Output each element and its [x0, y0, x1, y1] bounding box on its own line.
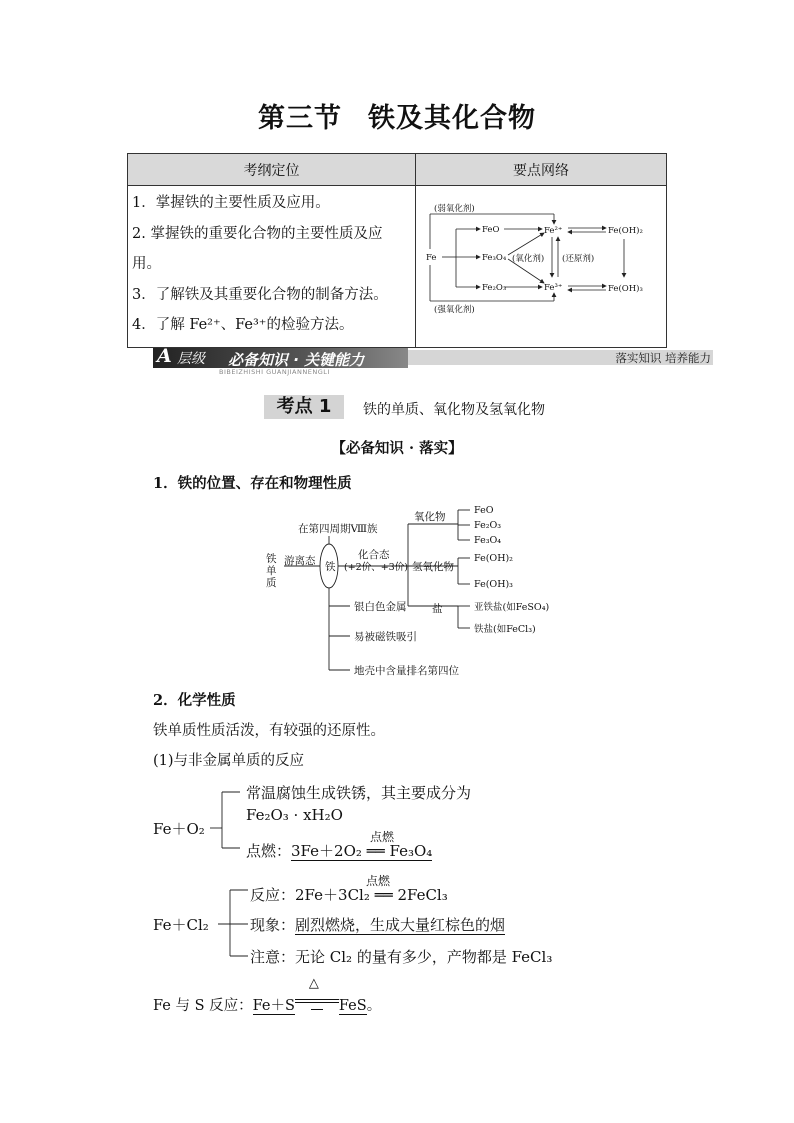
- fe2o3-node: Fe₂O₃: [482, 283, 507, 294]
- kaodian-title: 铁的单质、氧化物及氢氧化物: [363, 402, 545, 418]
- cl2-row2: [250, 914, 505, 935]
- magnet-label: 易被磁铁吸引: [354, 631, 417, 643]
- hydroxide-feoh3: Fe(OH)₃: [474, 579, 513, 590]
- s-reaction: [153, 976, 382, 1015]
- goal-item: 3．了解铁及其重要化合物的制备方法。: [132, 286, 388, 303]
- valence-label: (+2价、+3价): [344, 562, 408, 573]
- hydroxide-feoh2: Fe(OH)₂: [474, 553, 513, 564]
- banner-right-text: 落实知识 培养能力: [615, 351, 711, 365]
- crust-label: 地壳中含量排名第四位: [354, 665, 459, 677]
- oxide-feo: FeO: [474, 505, 494, 516]
- youli-label: 游离态: [284, 555, 316, 567]
- page-title: [0, 96, 794, 135]
- banner-section-title: 必备知识 · 关键能力: [228, 351, 365, 369]
- salt-ferrous: 亚铁盐(如FeSO₄): [474, 602, 550, 613]
- feo-node: FeO: [482, 225, 500, 236]
- goal-item: 2. 掌握铁的重要化合物的主要性质及应: [132, 225, 383, 242]
- cl2-left: Fe＋Cl₂: [153, 916, 209, 934]
- huahe-label: 化合态: [358, 549, 390, 561]
- goals-cell: [128, 186, 416, 348]
- col-header-network: 要点网络: [416, 154, 667, 186]
- s-condition-sign: [295, 976, 339, 1010]
- cl2-r2-text: 剧烈燃烧，生成大量红棕色的烟: [295, 916, 506, 934]
- title-topic: 铁及其化合物: [368, 103, 536, 134]
- iron-network-diagram: [416, 189, 666, 339]
- tie-danzhi-1: 铁: [266, 553, 277, 565]
- section2-sub1: (1)与非金属单质的反应: [153, 753, 305, 769]
- o2-line1: 常温腐蚀生成铁锈，其主要成分为: [246, 784, 472, 802]
- cl2-r2-label: 现象：: [250, 916, 296, 934]
- feoh3-node: Fe(OH)₃: [608, 284, 643, 295]
- goal-item: 4．了解 Fe²⁺、Fe³⁺的检验方法。: [132, 317, 354, 333]
- title-section-number: 第三节: [258, 103, 342, 134]
- cl2-row1: [250, 884, 448, 905]
- outline-table: [127, 153, 667, 348]
- o2-line3-label: 点燃：: [246, 842, 292, 860]
- banner-level-word: 层级: [177, 351, 205, 367]
- o2-left: Fe＋O₂: [153, 820, 205, 838]
- cl2-row3: 注意：无论 Cl₂ 的量有多少，产物都是 FeCl₃: [250, 948, 553, 966]
- kaodian-badge: 考点 1: [264, 395, 344, 419]
- oxide-label: 氧化物: [414, 511, 446, 523]
- banner-level-letter: A: [157, 345, 172, 367]
- tie-center-label: 铁: [325, 561, 336, 573]
- silver-label: 银白色金属: [354, 601, 407, 613]
- fe3o4-node: Fe₃O₄: [482, 253, 507, 264]
- banner-pinyin: BIBEIZHISHI GUANJIANNENGLI: [219, 368, 330, 376]
- fe3plus-node: Fe³⁺: [544, 283, 563, 294]
- o2-line3: [246, 840, 432, 861]
- o2-brace: [210, 788, 240, 858]
- section1-heading: 1．铁的位置、存在和物理性质: [153, 475, 352, 492]
- s-eq-right: FeS: [338, 998, 367, 1014]
- cl2-r1-equation: 2Fe＋3Cl₂ ══ 2FeCl₃: [295, 886, 448, 904]
- iron-properties-diagram: [258, 494, 588, 684]
- feoh2-node: Fe(OH)₂: [608, 226, 643, 237]
- fe-node: Fe: [426, 253, 437, 264]
- bibei-heading: 【必备知识 · 落实】: [331, 440, 463, 457]
- level-banner: [153, 345, 713, 376]
- s-eq-left: Fe＋S: [252, 998, 295, 1014]
- reductant-label: (还原剂): [562, 254, 595, 265]
- s-condition: △: [308, 976, 319, 991]
- s-end: 。: [366, 998, 382, 1014]
- salt-ferric: 铁盐(如FeCl₃): [474, 624, 536, 635]
- strong-oxidant-label: (强氧化剂): [434, 305, 475, 316]
- hydroxide-label: 氢氧化物: [412, 561, 454, 573]
- col-header-outline: 考纲定位: [128, 154, 416, 186]
- weak-oxidant-label: (弱氧化剂): [434, 204, 475, 215]
- salt-label: 盐: [432, 603, 443, 615]
- oxidant-label: (氧化剂): [512, 254, 545, 265]
- section2-intro: 铁单质性质活泼，有较强的还原性。: [153, 723, 385, 739]
- tie-danzhi-3: 质: [266, 577, 277, 589]
- goal-item: 用。: [132, 256, 161, 272]
- cl2-r1-label: 反应：: [250, 886, 296, 904]
- cl2-brace: [218, 884, 248, 964]
- section2-heading: 2．化学性质: [153, 692, 236, 709]
- goal-item: 1．掌握铁的主要性质及应用。: [132, 195, 330, 211]
- o2-condition: 点燃: [370, 830, 395, 844]
- oxide-fe3o4: Fe₃O₄: [474, 535, 502, 546]
- tie-danzhi-2: 单: [266, 565, 277, 577]
- network-cell: [416, 186, 667, 348]
- o2-equation: 3Fe＋2O₂ ══ Fe₃O₄: [291, 842, 433, 860]
- cl2-condition: 点燃: [366, 874, 391, 888]
- fe2plus-node: Fe²⁺: [544, 226, 563, 237]
- period-label: 在第四周期Ⅷ族: [298, 523, 378, 535]
- o2-line2: Fe₂O₃ · xH₂O: [246, 806, 343, 824]
- s-label: Fe 与 S 反应：: [153, 998, 253, 1014]
- oxide-fe2o3: Fe₂O₃: [474, 520, 502, 531]
